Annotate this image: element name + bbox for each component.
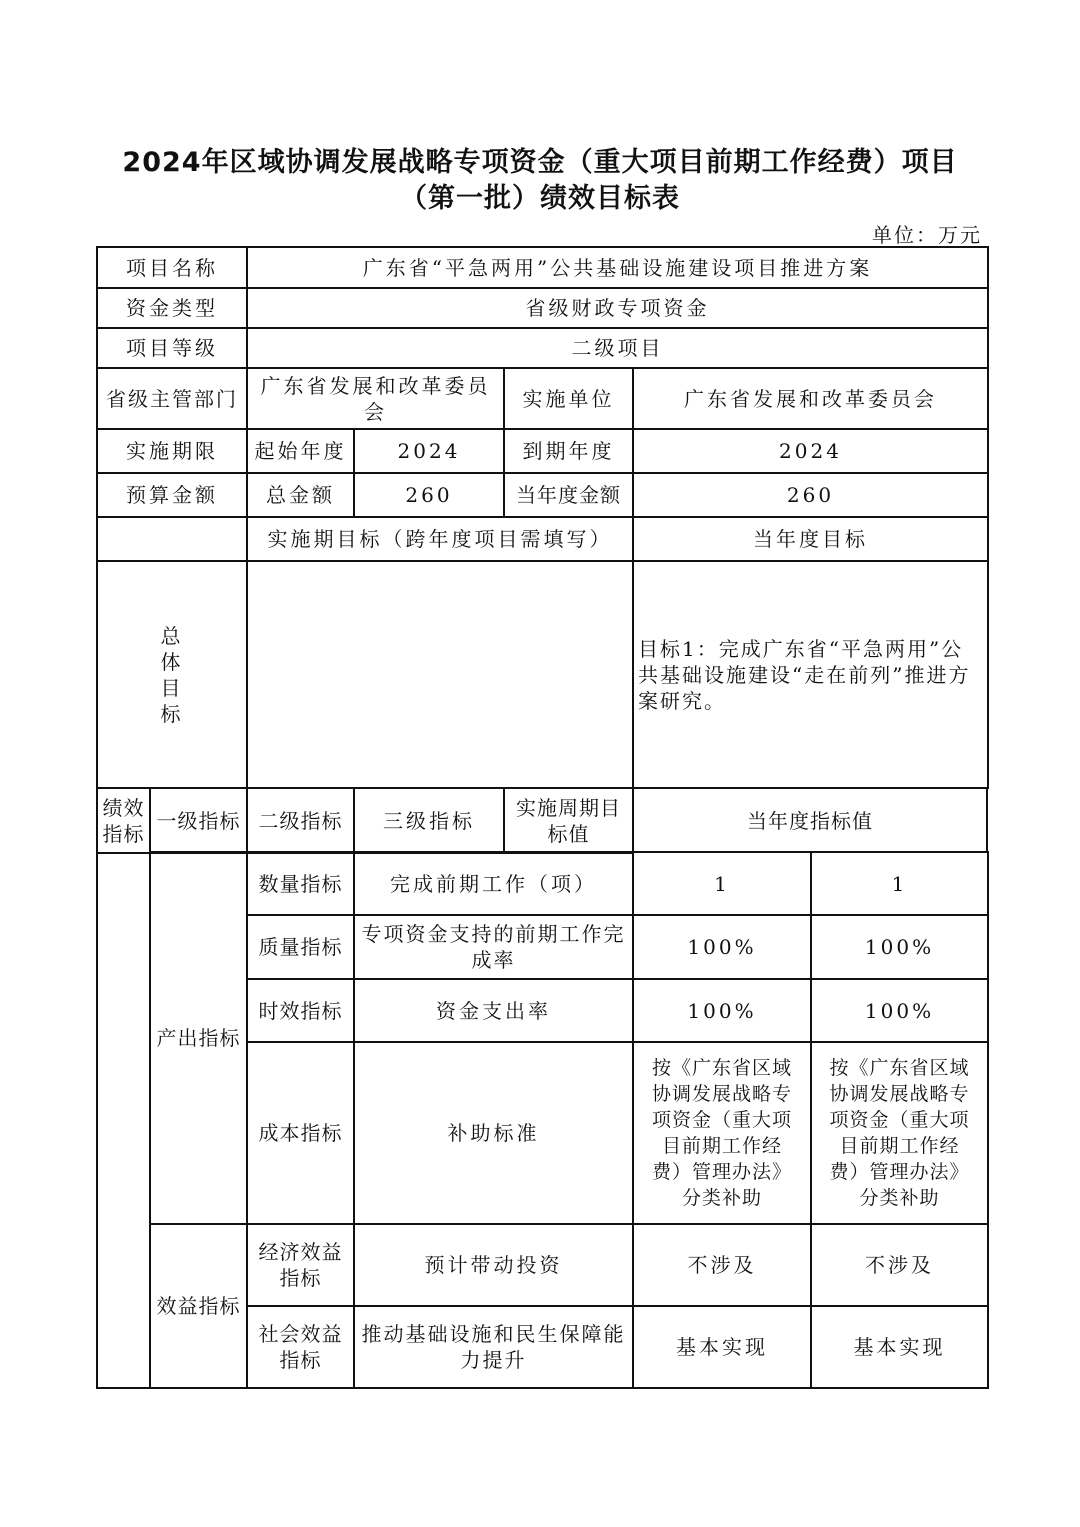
row-l3-line: 专项资金支持的前期工作完 — [361, 922, 626, 946]
cost-line: 项资金（重大项 — [829, 1109, 970, 1131]
end-year-value: 2024 — [633, 429, 988, 473]
benefit-indicator-label: 效益指标 — [150, 1224, 247, 1388]
header-period-value: 实施周期目标值 — [504, 788, 633, 853]
overall-goal-char: 目 — [160, 675, 184, 700]
row-l2-line: 经济效益 — [258, 1240, 343, 1264]
output-indicator-label: 产出指标 — [150, 852, 247, 1224]
row-l3: 资金支出率 — [354, 979, 633, 1042]
year-goal-header: 当年度目标 — [633, 517, 988, 561]
row-l2 — [247, 1224, 354, 1306]
header-year-value: 当年度指标值 — [634, 789, 987, 853]
perf-col-spacer — [97, 852, 150, 1388]
performance-table — [96, 246, 989, 854]
row-l2: 成本指标 — [247, 1042, 354, 1224]
row-l3 — [354, 1306, 633, 1388]
row-l3-line: 推动基础设施和民生保障能 — [361, 1322, 626, 1346]
header-level2: 二级指标 — [247, 788, 354, 853]
row-l3-line: 力提升 — [460, 1348, 527, 1372]
perf-label — [97, 788, 150, 853]
fund-type-value: 省级财政专项资金 — [247, 288, 988, 328]
dept-label: 省级主管部门 — [97, 368, 247, 429]
cost-line: 协调发展战略专 — [651, 1083, 792, 1105]
project-level-value: 二级项目 — [247, 328, 988, 368]
row-period-value: 1 — [633, 852, 811, 915]
cost-line: 项资金（重大项 — [651, 1109, 792, 1131]
perf-label-line: 绩效 — [102, 795, 145, 820]
row-period-value: 100% — [633, 979, 811, 1042]
current-amount-value: 260 — [633, 473, 988, 517]
cost-line: 费）管理办法》 — [829, 1161, 970, 1183]
row-l3: 补助标准 — [354, 1042, 633, 1224]
row-year-value: 100% — [811, 979, 988, 1042]
row-l3 — [354, 915, 633, 979]
start-year-label: 起始年度 — [247, 429, 354, 473]
row-l2-line: 指标 — [279, 1266, 322, 1290]
cost-line: 费）管理办法》 — [651, 1161, 792, 1183]
row-period-value: 不涉及 — [633, 1224, 811, 1306]
row-l2 — [247, 1306, 354, 1388]
project-name-label: 项目名称 — [97, 247, 247, 288]
title-line-2: （第一批）绩效目标表 — [400, 183, 680, 214]
impl-unit-value: 广东省发展和改革委员会 — [633, 368, 988, 429]
row-period-value: 100% — [633, 915, 811, 979]
row-l2: 时效指标 — [247, 979, 354, 1042]
cost-line: 按《广东省区域 — [651, 1057, 792, 1079]
header-level3: 三级指标 — [354, 788, 504, 853]
cost-line: 分类补助 — [681, 1187, 762, 1209]
impl-goal-value — [247, 561, 633, 788]
header-level1: 一级指标 — [150, 788, 247, 853]
cost-line: 分类补助 — [859, 1187, 940, 1209]
row-l2: 数量指标 — [247, 852, 354, 915]
project-level-label: 项目等级 — [97, 328, 247, 368]
period-label: 实施期限 — [97, 429, 247, 473]
row-year-value: 1 — [811, 852, 988, 915]
title-line-1: 2024年区域协调发展战略专项资金（重大项目前期工作经费）项目 — [122, 147, 958, 178]
row-year-value: 100% — [811, 915, 988, 979]
total-label: 总金额 — [247, 473, 354, 517]
project-name-value: 广东省“平急两用”公共基础设施建设项目推进方案 — [247, 247, 988, 288]
row-l2-line: 社会效益 — [258, 1322, 343, 1346]
row-year-value — [811, 1042, 988, 1224]
row-year-value: 不涉及 — [811, 1224, 988, 1306]
overall-goal-char: 标 — [160, 701, 184, 726]
unit-label: 单位：万元 — [872, 223, 982, 247]
row-l3: 预计带动投资 — [354, 1224, 633, 1306]
current-amount-label: 当年度金额 — [504, 473, 633, 517]
overall-goal-label — [97, 561, 247, 788]
row-l3: 完成前期工作（项） — [354, 852, 633, 915]
overall-goal-char: 总 — [160, 623, 184, 648]
row-year-value: 基本实现 — [811, 1306, 988, 1388]
cost-line: 协调发展战略专 — [829, 1083, 970, 1105]
cost-line: 目前期工作经 — [661, 1135, 782, 1157]
row-period-value — [633, 1042, 811, 1224]
budget-label: 预算金额 — [97, 473, 247, 517]
row-l3-line: 成率 — [471, 948, 516, 972]
perf-label-line: 指标 — [102, 821, 145, 846]
total-value: 260 — [354, 473, 504, 517]
cost-line: 按《广东省区域 — [829, 1057, 970, 1079]
end-year-label: 到期年度 — [504, 429, 633, 473]
overall-goal-char: 体 — [160, 649, 184, 674]
header-year-value-group — [633, 788, 988, 853]
fund-type-label: 资金类型 — [97, 288, 247, 328]
row-l2: 质量指标 — [247, 915, 354, 979]
dept-value: 广东省发展和改革委员会 — [247, 368, 504, 429]
start-year-value: 2024 — [354, 429, 504, 473]
goal-header-blank — [97, 517, 247, 561]
year-goal-value: 目标1：完成广东省“平急两用”公共基础设施建设“走在前列”推进方案研究。 — [633, 561, 988, 788]
impl-unit-label: 实施单位 — [504, 368, 633, 429]
row-l2-line: 指标 — [279, 1348, 322, 1372]
indicator-table — [96, 851, 989, 1389]
row-period-value: 基本实现 — [633, 1306, 811, 1388]
impl-goal-header: 实施期目标（跨年度项目需填写） — [247, 517, 633, 561]
cost-line: 目前期工作经 — [839, 1135, 960, 1157]
